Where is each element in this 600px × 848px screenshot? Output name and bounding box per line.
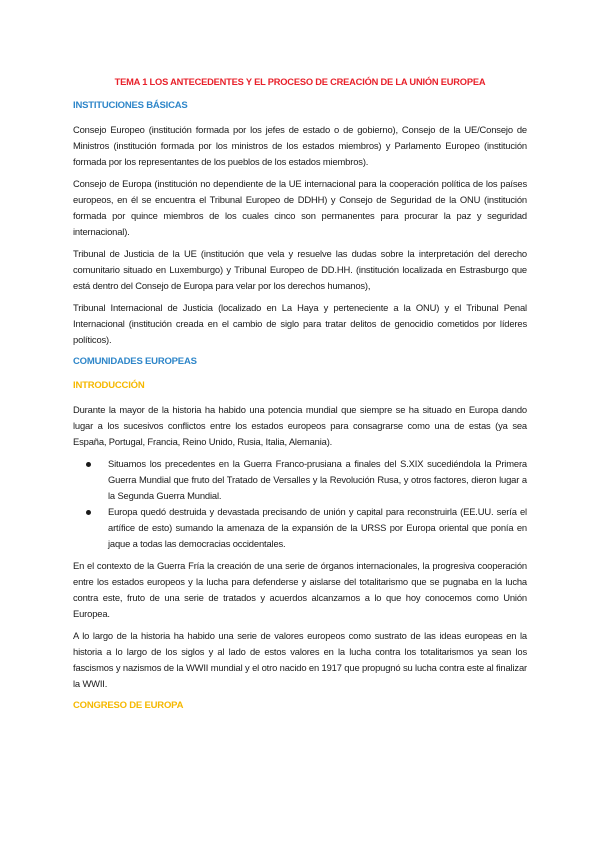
paragraph: Consejo Europeo (institución formada por los jefes de estado o de gobierno), Consejo de la UE/Consejo de Ministros (institución formada por los ministros de los estados miembros) y Parlamento Europeo (institución formada por los representantes de los pueblos de los estados miembros). (73, 124, 527, 167)
paragraph: Tribunal de Justicia de la UE (institución que vela y resuelve las dudas sobre la interpretación del derecho comunitario situado en Luxemburgo) y Tribunal Europeo de DD.HH. (institución localizada en Estrasburgo que está dentro del Consejo de Europa para velar por los derechos humanos), (73, 248, 527, 291)
heading-congreso: CONGRESO DE EUROPA (73, 700, 184, 711)
paragraph: Tribunal Internacional de Justicia (localizado en La Haya y perteneciente a la ONU) y el Tribunal Penal Internacional (institución creada en el cambio de siglo para tratar delitos de genocidio cometidos por líderes políticos). (73, 302, 527, 345)
paragraph: En el contexto de la Guerra Fría la creación de una serie de órganos internacionales, la progresiva cooperación entre los estados europeos y la lucha para defenderse y aislarse del totalitarismo que se pugnaba en la lucha contra este, fruto de una serie de tratados y acuerdos alcanzamos a lo que hoy conocemos como Unión Europea. (73, 560, 527, 619)
list-item: Situamos los precedentes en la Guerra Franco-prusiana a finales del S.XIX sucediéndola la Primera Guerra Mundial que fruto del Tratado de Versalles y la Revolución Rusa, y otros factores, dieron lugar a la Segunda Guerra Mundial. (108, 456, 527, 504)
list-item: Europa quedó destruida y devastada precisando de unión y capital para reconstruirla (EE.UU. sería el artífice de esto) sumando la amenaza de la expansión de la URSS por Europa oriental que ponía en jaque a todas las democracias occidentales. (108, 504, 527, 552)
bullet-list (73, 456, 527, 552)
document-page (73, 74, 527, 722)
paragraph: Consejo de Europa (institución no dependiente de la UE internacional para la cooperación política de los países europeos, en él se encuentra el Tribunal Europeo de DDHH) y Consejo de Seguridad de la ONU (institución formada por quince miembros de los cuales cinco son permanentes para procurar la paz y seguridad internacional). (73, 178, 527, 237)
paragraph: A lo largo de la historia ha habido una serie de valores europeos como sustrato de las ideas europeas en la historia a lo largo de los siglos y al lado de estos valores en la lucha contra los totalitarismos ya sean los fascismos y nazismos de la WWII mundial y el otro nacido en 1917 que propugnó su lucha contra este al finalizar la WWII. (73, 630, 527, 689)
heading-instituciones: INSTITUCIONES BÁSICAS (73, 100, 188, 111)
heading-comunidades: COMUNIDADES EUROPEAS (73, 356, 197, 367)
document-title: TEMA 1 LOS ANTECEDENTES Y EL PROCESO DE CREACIÓN DE LA UNIÓN EUROPEA (114, 77, 486, 87)
paragraph: Durante la mayor de la historia ha habido una potencia mundial que siempre se ha situado en Europa dando lugar a los sucesivos conflictos entre los estados europeos para consagrarse como una de estas (ya sea España, Portugal, Francia, Reino Unido, Rusia, Italia, Alemania). (73, 404, 527, 447)
heading-introduccion: INTRODUCCIÓN (73, 380, 145, 391)
